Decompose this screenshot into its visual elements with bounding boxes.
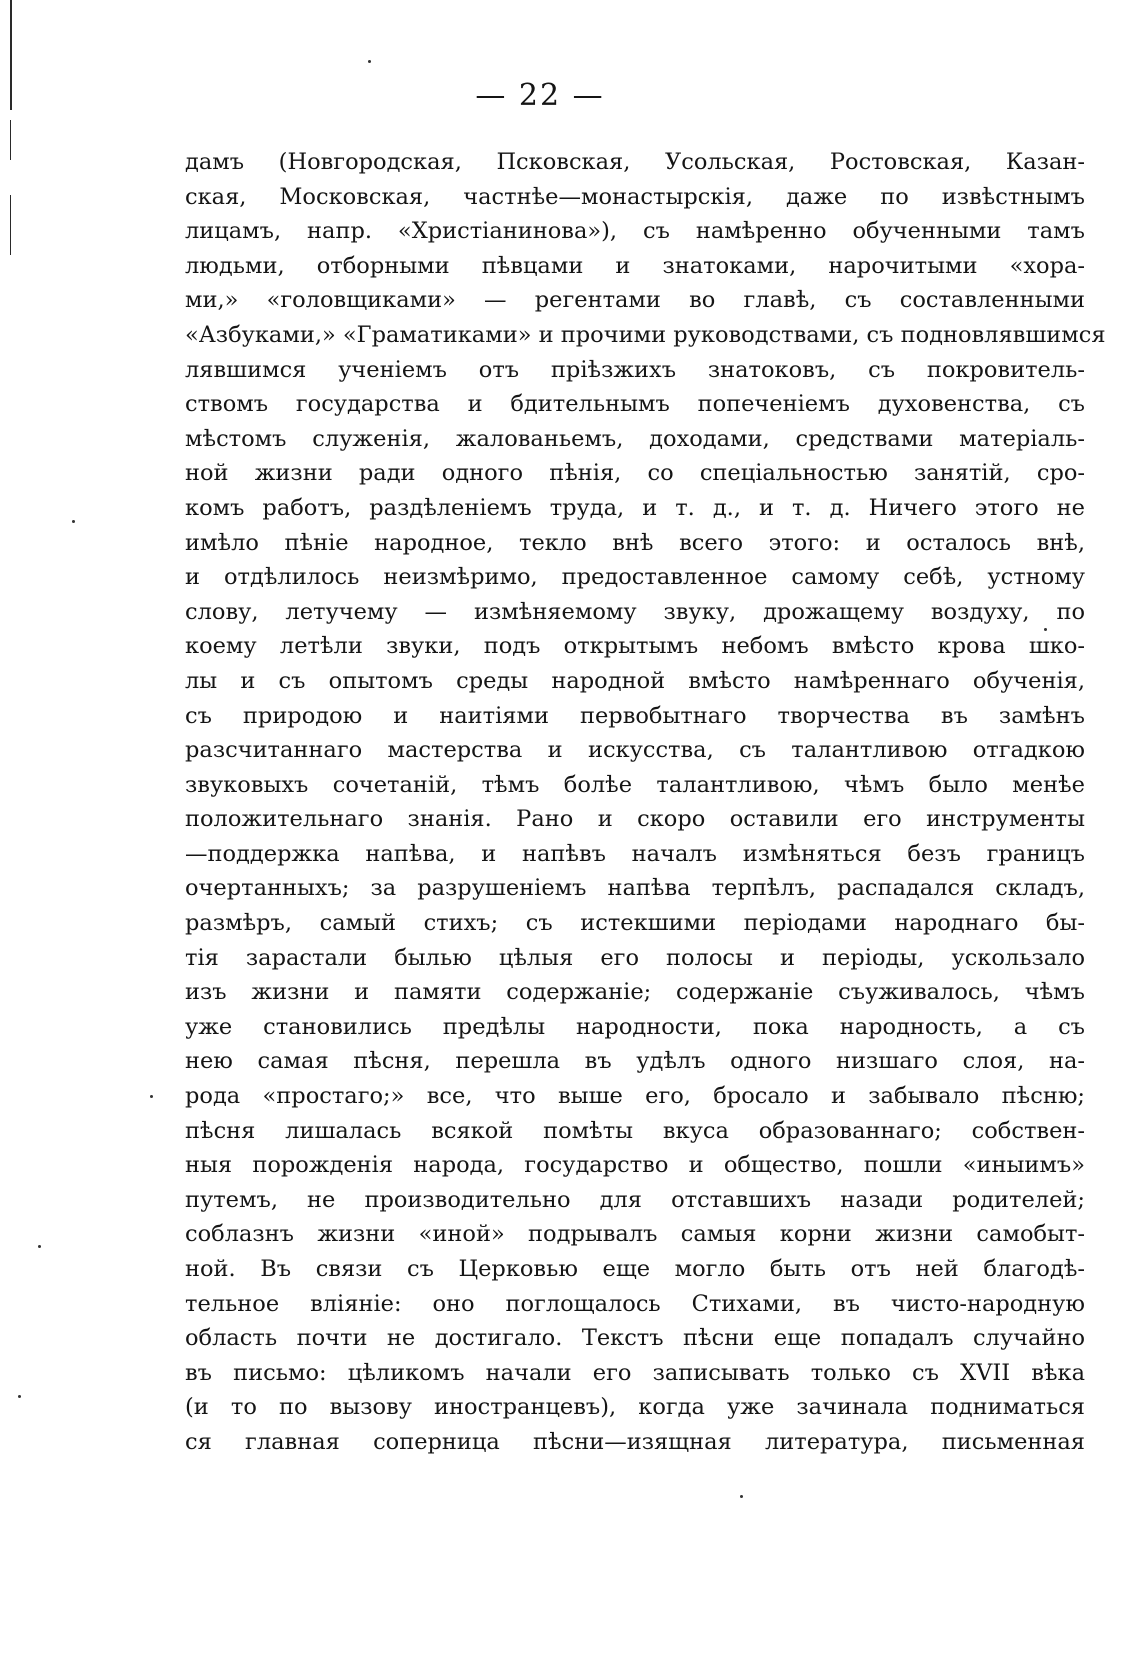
text-line: лы и съ опытомъ среды народной вмѣсто намѣреннаго обученія,: [185, 667, 1085, 694]
text-line: положительнаго знанія. Рано и скоро оставили его инструменты: [185, 806, 1085, 833]
text-line: рода «простаго;» все, что выше его, бросало и забывало пѣсню;: [185, 1083, 1085, 1110]
text-line: комъ работъ, раздѣленіемъ труда, и т. д., и т. д. Ничего этого не: [185, 494, 1085, 521]
text-line: и отдѣлилось неизмѣримо, предоставленное самому себѣ, устному: [185, 564, 1085, 591]
body-text: [185, 145, 1106, 1460]
text-line: ся главная соперница пѣсни—изящная литература, письменная: [185, 1428, 1085, 1455]
text-line: дамъ (Новгородская, Псковская, Усольская, Ростовская, Казан-: [185, 149, 1085, 175]
text-line: путемъ, не производительно для отставшихъ назади родителей;: [185, 1186, 1085, 1213]
text-line: ская, Московская, частнѣе—монастырскія, даже по извѣстнымъ: [185, 183, 1085, 210]
text-line: съ природою и наитіями первобытнаго творчества въ замѣнъ: [185, 702, 1085, 729]
text-line: людьми, отборными пѣвцами и знатоками, нарочитыми «хора-: [185, 252, 1085, 279]
text-line: «Азбуками,» «Граматиками» и прочими руководствами, съ подновлявшимся: [185, 321, 1106, 348]
page-edge-rule: [10, 195, 11, 255]
text-line: соблазнъ жизни «иной» подрывалъ самыя корни жизни самобыт-: [185, 1221, 1085, 1248]
text-line: коему летѣли звуки, подъ открытымъ небомъ вмѣсто крова шко-: [185, 633, 1085, 660]
text-line: изъ жизни и памяти содержаніе; содержаніе съуживалось, чѣмъ: [185, 979, 1085, 1006]
text-line: область почти не достигало. Текстъ пѣсни еще попадалъ случайно: [185, 1325, 1085, 1352]
text-line: мѣстомъ служенія, жалованьемъ, доходами, средствами матеріаль-: [185, 425, 1085, 452]
text-line: разсчитаннаго мастерства и искусства, съ талантливою отгадкою: [185, 737, 1085, 764]
print-speck: [150, 1095, 153, 1098]
text-line: —поддержка напѣва, и напѣвъ началъ измѣняться безъ границъ: [185, 840, 1085, 867]
page-number: — 22 —: [475, 78, 605, 113]
text-line: ми,» «головщиками» — регентами во главѣ, съ составленными: [185, 287, 1085, 314]
text-line: ныя порожденія народа, государство и общество, пошли «иныимъ»: [185, 1152, 1085, 1179]
text-line: пѣсня лишалась всякой помѣты вкуса образованнаго; собствен-: [185, 1117, 1085, 1144]
text-line: очертанныхъ; за разрушеніемъ напѣва терпѣлъ, распадался складъ,: [185, 875, 1085, 902]
text-line: звуковыхъ сочетаній, тѣмъ болѣе талантливою, чѣмъ было менѣе: [185, 771, 1085, 798]
text-line: ствомъ государства и бдительнымъ попеченіемъ духовенства, съ: [185, 391, 1085, 418]
text-line: лявшимся ученіемъ отъ пріѣзжихъ знатоковъ, съ покровитель-: [185, 356, 1085, 383]
print-speck: [740, 1495, 743, 1498]
text-line: нею самая пѣсня, перешла въ удѣлъ одного низшаго слоя, на-: [185, 1048, 1085, 1075]
page-edge-rule: [10, 120, 11, 160]
text-line: размѣръ, самый стихъ; съ истекшими періодами народнаго бы-: [185, 910, 1085, 937]
print-speck: [368, 60, 371, 63]
text-line: имѣло пѣніе народное, текло внѣ всего этого: и осталось внѣ,: [185, 529, 1085, 556]
print-speck: [38, 1245, 41, 1248]
print-speck: [18, 1395, 21, 1398]
text-line: ной жизни ради одного пѣнія, со спеціальностью занятій, сро-: [185, 460, 1085, 487]
text-line: лицамъ, напр. «Христіанинова»), съ намѣренно обученными тамъ: [185, 218, 1085, 245]
print-speck: [72, 520, 75, 523]
text-line: уже становились предѣлы народности, пока народность, а съ: [185, 1013, 1085, 1040]
text-line: въ письмо: цѣликомъ начали его записывать только съ XVII вѣка: [185, 1359, 1085, 1386]
text-line: тія зарастали былью цѣлыя его полосы и періоды, ускользало: [185, 944, 1085, 971]
text-line: (и то по вызову иностранцевъ), когда уже зачинала подниматься: [185, 1394, 1085, 1421]
text-line: слову, летучему — измѣняемому звуку, дрожащему воздуху, по: [185, 598, 1085, 625]
text-line: ной. Въ связи съ Церковью еще могло быть отъ ней благодѣ-: [185, 1256, 1085, 1282]
text-line: тельное вліяніе: оно поглощалось Стихами, въ чисто-народную: [185, 1290, 1085, 1317]
